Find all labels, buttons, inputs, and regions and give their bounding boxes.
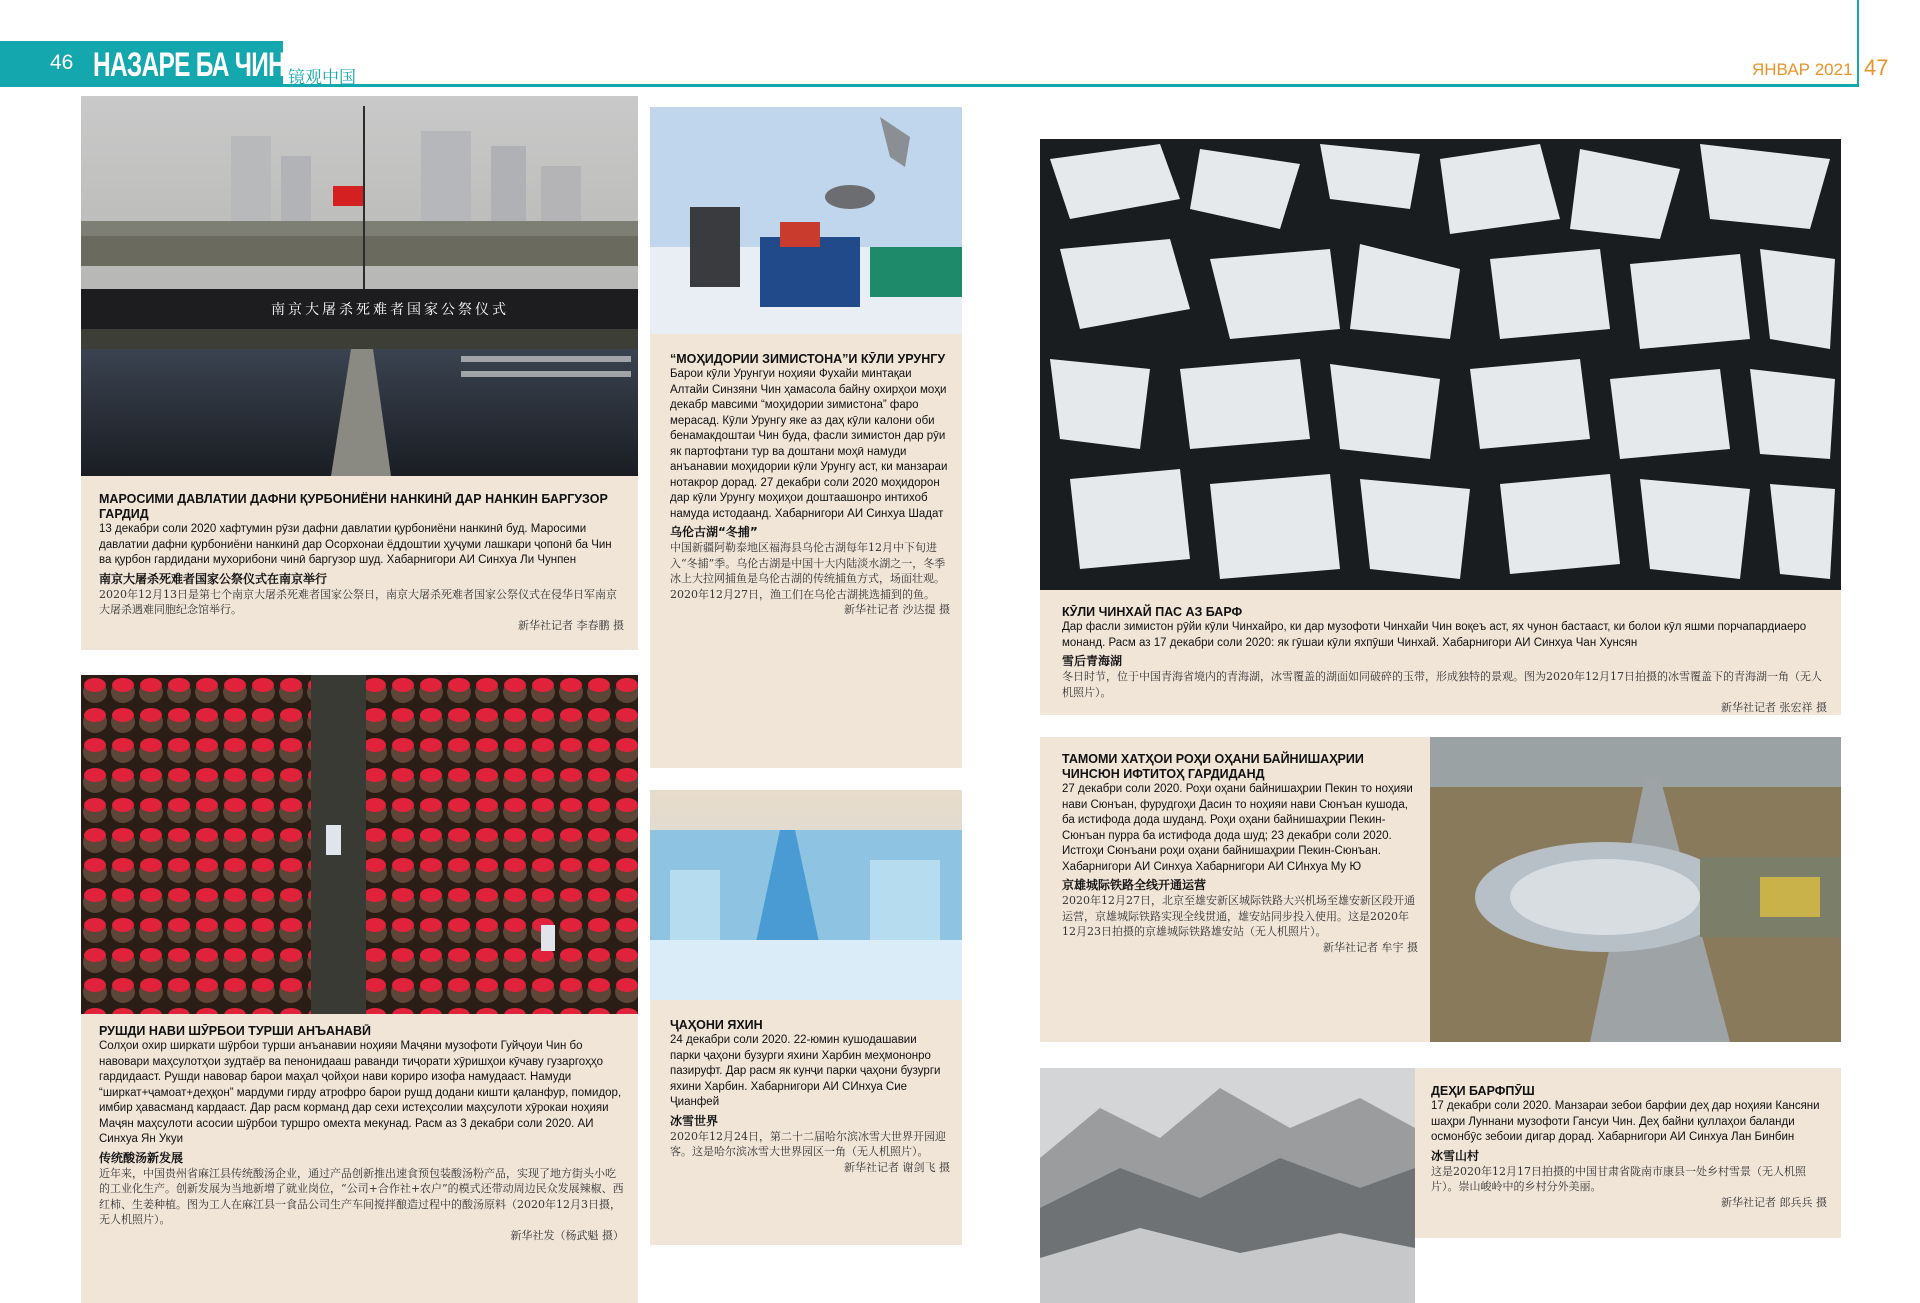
ice-world-photo bbox=[650, 790, 962, 1000]
page-number-left: 46 bbox=[50, 51, 74, 74]
page-divider bbox=[1857, 0, 1859, 87]
story-text: Солҳои охир ширкати шӯрбои турши анъанавии ноҳияи Маҷяни музофоти Гуйҷоуи Чин бо навовари маҳсулотҳои зудтаёр ва пенонидааш раванди тиҷорати хӯришҳои кӯчаву гузаргоҳҳо гардидааст. Рушди навовар барои маҳал ҷойҳои нави кориро изофа намудааст. Намуди “ширкат+ҷамоат+деҳқон” мардуми гирду атрофро барои рушд додани кишти қаланфур, помидор, имбир ҳавасманд кардааст. Дар расм корманд дар сехи истеҳсолии маҳсулоти хӯрокаи ноҳияи Маҷян маҳсулоти асосии шӯрбои туршро омехта мекунад. Расм аз 3 декабри соли 2020. АИ Синхуа Ян Укуи bbox=[99, 1040, 622, 1145]
winter-fishing-caption bbox=[650, 334, 962, 768]
story-text-cn: 2020年12月27日，北京至雄安新区城际铁路大兴机场至雄安新区段开通运营，京雄城际铁路实现全线贯通，雄安站同步投入使用。这是2020年12月23日拍摄的京雄城际铁路雄安站（无人机照片）。 bbox=[1062, 894, 1415, 938]
nanjing-ceremony-photo bbox=[81, 96, 638, 476]
photo-credit: 新华社记者 张宏祥 摄 bbox=[1721, 701, 1827, 714]
memorial-banner: 南京大屠杀死难者国家公祭仪式 bbox=[271, 302, 509, 318]
story-title: “МОҲИДОРИИ ЗИМИСТОНА”И КӮЛИ УРУНГУ bbox=[670, 352, 946, 366]
story-title-cn: 冰雪山村 bbox=[1431, 1148, 1480, 1163]
story-text: 27 декабри соли 2020. Роҳи оҳани байнишаҳрии Пекин то ноҳияи нави Сюнъан, фурудгоҳи Дасин то ноҳияи нави Сюнъан кушода, ба истифода дода шуданд. Роҳи оҳани байнишаҳрии Пекин-Сюнъан пурра ба истифода дода шуд; 23 декабри соли 2020. Истгоҳи Сюнъани роҳи оҳани байнишаҳрии Пекин-Сюнъан. Хабарнигори АИ Синхуа Хабарнигори АИ СИнхуа Му Ю bbox=[1062, 783, 1413, 873]
story-text: Барои кӯли Урунгуи ноҳияи Фухайи минтақаи Алтайи Синзяни Чин ҳамасола байну охирҳои моҳи декабр мавсими “моҳидории зимистона” фаро мерасад. Кӯли Урунгу яке аз даҳ кӯли калони оби бенамакдоштаи Чин буда, фасли зимистон дар рӯи як партофтани тур ва доштани моҳӣ намуди анъанавии моҳидории кӯли Урунгу аст, ки манзараи нотакрор дорад. 27 декабри соли 2020 моҳидорон дар кӯли Урунгу моҳиҳои доштаашонро интихоб намуда истодаанд. Хабарнигори АИ Синхуа Шадат bbox=[670, 368, 948, 520]
photo-credit: 新华社记者 李春鹏 摄 bbox=[518, 618, 624, 632]
pickle-caption bbox=[81, 1014, 638, 1303]
story-title-cn: 冰雪世界 bbox=[670, 1113, 719, 1128]
photo-credit: 新华社发（杨武魁 摄） bbox=[510, 1228, 624, 1242]
story-text: Дар фасли зимистон рӯйи кӯли Чинхайро, ки дар музофоти Чинхайи Чин воқеъ аст, ях чунон бастааст, ки болои кӯл яшми порчапардиаеро монанд. Расм аз 17 декабри соли 2020: як гӯшаи кӯли яхпӯши Чинхай. Хабарнигори АИ Синхуа Чан Хунсян bbox=[1062, 621, 1807, 649]
page-number-right: 47 bbox=[1864, 55, 1889, 80]
story-title: ТАМОМИ ХАТҲОИ РОҲИ ОҲАНИ БАЙНИШАҲРИИ ЧИНСЮН ИФТИТОҲ ГАРДИДАНД bbox=[1062, 752, 1364, 781]
nanjing-caption bbox=[81, 476, 638, 650]
story-text-cn: 中国新疆阿勒泰地区福海县乌伦古湖每年12月中下旬进入“冬捕”季。乌伦古湖是中国十大内陆淡水湖之一，冬季冰上大拉网捕鱼是乌伦古湖的传统捕鱼方式，场面壮观。2020年12月27日，渔工们在乌伦古湖挑选捕到的鱼。 bbox=[670, 541, 946, 601]
story-title-cn: 南京大屠杀死难者国家公祭仪式在南京举行 bbox=[99, 571, 328, 586]
photo-credit: 新华社记者 郎兵兵 摄 bbox=[1721, 1195, 1827, 1209]
magazine-title-cn: 镜观中国 bbox=[288, 68, 356, 88]
magazine-title: НАЗАРЕ БА ЧИН bbox=[93, 46, 286, 84]
story-text-cn: 近年来，中国贵州省麻江县传统酸汤企业，通过产品创新推出速食预包装酸汤粉产品，实现了地方街头小吃的工业化生产。创新发展为当地新增了就业岗位，“公司+合作社+农户”的模式还带动周边民众发展辣椒、西红柿、生姜种植。图为工人在麻江县一食品公司生产车间搅拌酿造过程中的酸汤原料（2020年12月3日摄，无人机照片）。 bbox=[99, 1166, 624, 1226]
story-title: КӮЛИ ЧИНХАЙ ПАС АЗ БАРФ bbox=[1062, 605, 1243, 619]
pickle-jars-photo bbox=[81, 675, 638, 1014]
story-text-cn: 这是2020年12月17日拍摄的中国甘肃省陇南市康县一处乡村雪景（无人机照片）。崇山峻岭中的乡村分外美丽。 bbox=[1431, 1164, 1806, 1193]
story-title-cn: 乌伦古湖“冬捕” bbox=[670, 525, 758, 539]
photo-credit: 新华社记者 牟宇 摄 bbox=[1323, 940, 1418, 954]
story-text-cn: 2020年12月13日是第七个南京大屠杀死难者国家公祭日，南京大屠杀死难者国家公祭仪式在侵华日军南京大屠杀遇难同胞纪念馆举行。 bbox=[99, 587, 617, 616]
story-title: ҶАҲОНИ ЯХИН bbox=[670, 1018, 763, 1032]
story-text: 24 декабри соли 2020. 22-юмин кушодашавии парки ҷаҳони бузурги яхини Харбин меҳмононро пазируфт. Дар расм як кунҷи парки ҷаҳони бузурги яхини Харбин. Хабарнигори АИ СИнхуа Сие Ҷианфей bbox=[670, 1034, 941, 1108]
snow-village-caption bbox=[1415, 1068, 1841, 1238]
issue-date: ЯНВАР 2021 bbox=[1752, 60, 1853, 79]
story-title: ДЕҲИ БАРФПӮШ bbox=[1431, 1084, 1535, 1098]
story-title-cn: 雪后青海湖 bbox=[1062, 654, 1123, 668]
ice-world-caption bbox=[650, 1000, 962, 1245]
qinghai-caption bbox=[1040, 590, 1841, 715]
story-title-cn: 传统酸汤新发展 bbox=[99, 1150, 184, 1165]
story-text-cn: 冬日时节，位于中国青海省境内的青海湖，冰雪覆盖的湖面如同破碎的玉带，形成独特的景观。图为2020年12月17日拍摄的冰雪覆盖下的青海湖一角（无人机照片）。 bbox=[1062, 670, 1822, 699]
railway-caption bbox=[1040, 737, 1430, 1042]
photo-credit: 新华社记者 沙达提 摄 bbox=[844, 603, 950, 616]
photo-credit: 新华社记者 谢剑飞 摄 bbox=[844, 1160, 950, 1174]
story-text-cn: 2020年12月24日，第二十二届哈尔滨冰雪大世界开园迎客。这是哈尔滨冰雪大世界园区一角（无人机照片）。 bbox=[670, 1129, 946, 1158]
xiongan-station-photo bbox=[1430, 737, 1841, 1042]
story-title: МАРОСИМИ ДАВЛАТИИ ДАФНИ ҚУРБОНИЁНИ НАНКИНӢ ДАР НАНКИН БАРГУЗОР ГАРДИД bbox=[99, 492, 608, 521]
story-title-cn: 京雄城际铁路全线开通运营 bbox=[1062, 878, 1207, 892]
snow-village-photo bbox=[1040, 1068, 1415, 1303]
winter-fishing-photo bbox=[650, 107, 962, 334]
story-text: 13 декабри соли 2020 хафтумин рӯзи дафни давлатии қурбониёни нанкинӣ буд. Маросими давлатии дафни қурбониёни нанкинӣ дар Осорхонаи ёддоштии ҳуҷуми лашкари ҷопонӣ ба Чин ва қурбон гардидани мухорибони чинӣ баргузор шуд. Хабарнигори АИ Синхуа Ли Чунпен bbox=[99, 523, 612, 566]
story-text: 17 декабри соли 2020. Манзараи зебои барфии деҳ дар ноҳияи Кансяни шаҳри Луннани музофоти Гансуи Чин. Деҳ байни қуллаҳои баланди осмонбӯс зебоии дигар дорад. Хабарнигори АИ Синхуа Лан Бинбин bbox=[1431, 1100, 1820, 1143]
story-title: РУШДИ НАВИ ШӮРБОИ ТУРШИ АНЪАНАВӢ bbox=[99, 1024, 372, 1038]
qinghai-lake-photo bbox=[1040, 139, 1841, 590]
